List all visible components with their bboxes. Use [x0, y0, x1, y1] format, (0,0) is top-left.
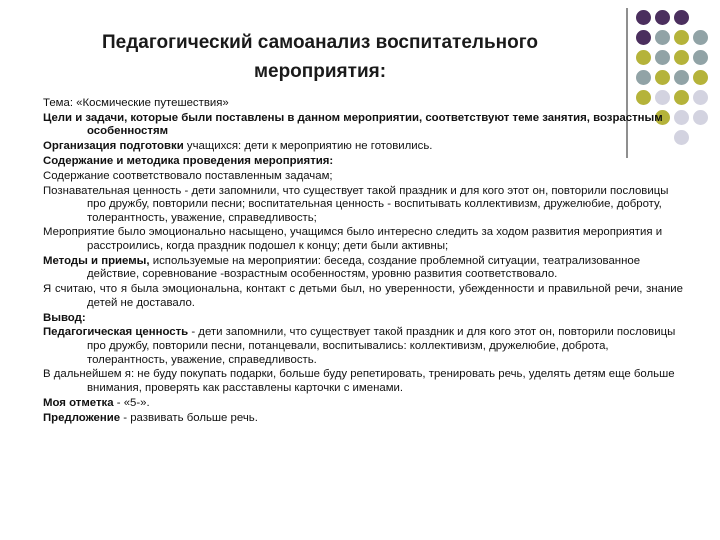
paragraph-heading: Методы и приемы,	[43, 254, 150, 267]
paragraph-text: Содержание соответствовало поставленным задачам;	[43, 169, 333, 182]
decorative-dot	[636, 70, 651, 85]
decorative-dot	[655, 50, 670, 65]
paragraph-text: - «5-».	[113, 396, 150, 409]
paragraph-text: Познавательная ценность - дети запомнили, что существует такой праздник и для кого этот он, повторили пословицы про дружбу, повторили песни; воспитательная ценность - воспитывать коллективизм, дружелюбие, доброту, толерантность, уважение, справедливость;	[43, 184, 669, 224]
decorative-dot	[693, 10, 708, 25]
paragraph-text: Я считаю, что я была эмоциональна, контакт с детьми был, но уверенности, убежденности и правильной речи, знание детей не доставало.	[43, 283, 683, 309]
decorative-dot	[636, 50, 651, 65]
decorative-dot	[693, 30, 708, 45]
decorative-dot	[636, 30, 651, 45]
paragraph-text: учащихся: дети к мероприятию не готовились.	[183, 140, 433, 153]
paragraph-heading: Цели и задачи, которые были поставлены в данном мероприятии, соответствуют теме занятия, возрастным особенностям	[43, 111, 663, 138]
paragraph-text: В дальнейшем я: не буду покупать подарки, больше буду репетировать, тренировать речь, уделять детям еще больше внимания, проверять как расставлены карточки с именами.	[43, 368, 675, 394]
paragraph	[43, 97, 683, 111]
decorative-dot	[693, 110, 708, 125]
decorative-dot	[655, 70, 670, 85]
paragraph	[43, 255, 683, 282]
paragraph	[43, 226, 683, 253]
paragraph-text: Тема: «Космические путешествия»	[43, 97, 229, 109]
paragraph-heading: Вывод:	[43, 311, 86, 324]
paragraph	[43, 185, 683, 226]
decorative-dot	[636, 10, 651, 25]
decorative-dot	[693, 70, 708, 85]
decorative-dot	[693, 130, 708, 145]
paragraph	[43, 412, 683, 426]
decorative-dot	[674, 10, 689, 25]
paragraph-heading: Педагогическая ценность	[43, 326, 189, 339]
decorative-dot	[693, 50, 708, 65]
document-body	[43, 97, 683, 426]
paragraph	[43, 312, 683, 326]
decorative-dot	[674, 70, 689, 85]
paragraph-text: используемые на мероприятии: беседа, создание проблемной ситуации, театрализованное действие, соревнование -возрастным особенностям, уровню развития соответствовало.	[87, 254, 641, 281]
decorative-dot	[674, 30, 689, 45]
paragraph	[43, 397, 683, 411]
paragraph-text: - развивать больше речь.	[120, 411, 258, 424]
paragraph	[43, 140, 683, 154]
paragraph	[43, 155, 683, 169]
paragraph	[43, 112, 683, 139]
decorative-dot	[674, 50, 689, 65]
paragraph	[43, 326, 683, 367]
decorative-dot	[693, 90, 708, 105]
paragraph-text: Мероприятие было эмоционально насыщено, учащимся было интересно следить за ходом развития мероприятия и расстроились, когда праздник подошел к концу; дети были активны;	[43, 226, 663, 253]
decorative-dot	[655, 10, 670, 25]
decorative-dot	[655, 30, 670, 45]
paragraph-heading: Организация подготовки	[43, 140, 184, 153]
paragraph	[43, 170, 683, 184]
paragraph-heading: Содержание и методика проведения мероприятия:	[43, 154, 334, 167]
paragraph	[43, 283, 683, 310]
paragraph-text: - дети запомнили, что существует такой праздник и для кого этот он, повторили пословицы про дружбу, повторили песни, потанцевали, воспитывались: коллективизм, дружелюбие, доброта, толерантность, уважение, справедливость.	[87, 326, 676, 366]
paragraph	[43, 368, 683, 395]
paragraph-heading: Предложение	[43, 411, 121, 424]
page-title: Педагогический самоанализ воспитательного мероприятия:	[102, 32, 538, 82]
paragraph-heading: Моя отметка	[43, 396, 114, 409]
